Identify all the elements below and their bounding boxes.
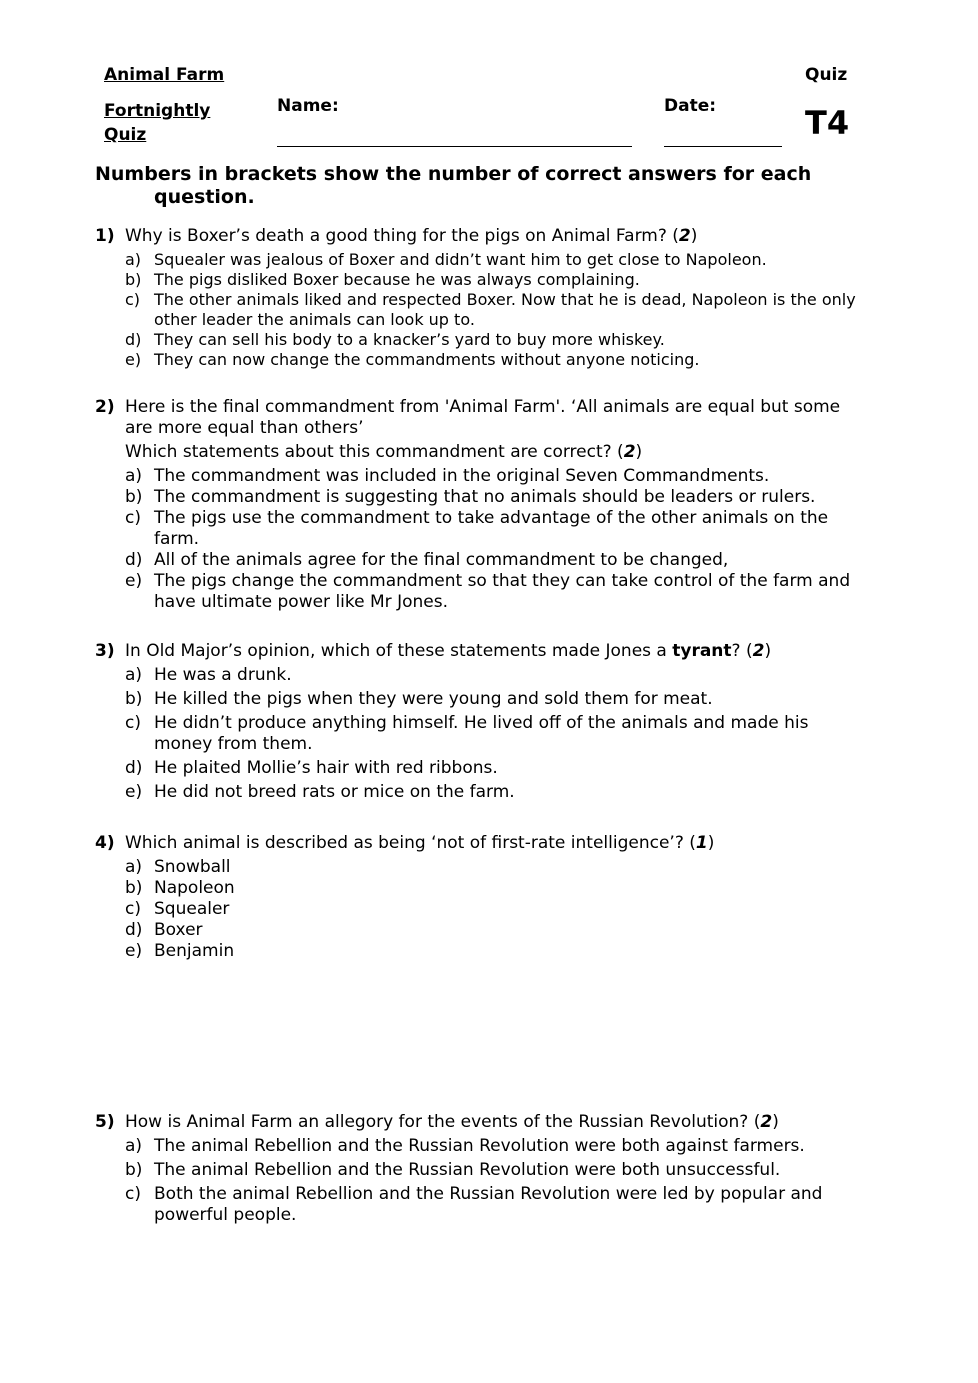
answer-count: 2 [752,641,765,661]
keyword: tyrant [672,641,732,661]
answer-count: 1 [695,833,708,853]
name-label: Name: [277,96,339,116]
instructions-line-1: Numbers in brackets show the number of correct answers for each [95,163,812,185]
quiz-code: T4 [805,104,850,142]
answer-count: 2 [760,1112,773,1132]
instructions-line-2: question. [154,186,255,208]
question-2 [95,397,865,613]
question-text: In Old Major’s opinion, which of these statements made Jones a tyrant? (2) [125,641,772,661]
option-item[interactable]: b) The pigs disliked Boxer because he was always complaining. [125,270,640,289]
answer-count: 2 [678,226,691,246]
question-number: 1) [95,226,115,246]
date-field-line[interactable] [664,146,782,147]
option-item[interactable]: b) The animal Rebellion and the Russian Revolution were both unsuccessful. [125,1160,781,1180]
question-1 [95,226,865,370]
options-list [95,1136,865,1226]
question-number: 3) [95,641,115,661]
quiz-label: Quiz [805,65,848,85]
question-number: 5) [95,1112,115,1132]
option-item[interactable]: e) Benjamin [125,941,235,961]
question-text: Which animal is described as being ‘not of first-rate intelligence’? (1) [125,833,715,853]
question-number: 2) [95,397,115,417]
question-number: 4) [95,833,115,853]
option-item[interactable]: e) He did not breed rats or mice on the farm. [125,782,515,802]
instructions [95,163,875,209]
question-subtext: Which statements about this commandment are correct? (2) [125,442,643,462]
option-item[interactable]: b) Napoleon [125,878,235,898]
worksheet-title: Animal Farm [104,65,225,85]
option-item[interactable]: d) All of the animals agree for the final commandment to be changed, [125,550,729,570]
question-text: Why is Boxer’s death a good thing for the pigs on Animal Farm? (2) [125,226,698,246]
option-item[interactable]: a) The animal Rebellion and the Russian Revolution were both against farmers. [125,1136,805,1156]
date-label: Date: [664,96,717,116]
options-list [95,665,865,803]
options-list [95,466,865,613]
option-item[interactable]: b) He killed the pigs when they were young and sold them for meat. [125,689,713,709]
option-item[interactable]: c) Squealer [125,899,230,919]
question-4 [95,833,865,962]
name-field-line[interactable] [277,146,632,147]
answer-count: 2 [623,442,636,462]
option-item[interactable]: a) Squealer was jealous of Boxer and didn’t want him to get close to Napoleon. [125,250,767,269]
option-item[interactable]: c) The other animals liked and respected Boxer. Now that he is dead, Napoleon is the only other leader the animals can look up to. [125,290,856,329]
option-item[interactable]: a) Snowball [125,857,231,877]
question-5 [95,1112,865,1229]
option-item[interactable]: e) The pigs change the commandment so that they can take control of the farm and have ultimate power like Mr Jones. [125,571,851,612]
option-item[interactable]: c) The pigs use the commandment to take advantage of the other animals on the farm. [125,508,829,549]
option-item[interactable]: d) Boxer [125,920,203,940]
option-item[interactable]: d) He plaited Mollie’s hair with red ribbons. [125,758,498,778]
option-item[interactable]: a) He was a drunk. [125,665,292,685]
worksheet-subtitle: Fortnightly Quiz [104,101,211,145]
option-item[interactable]: a) The commandment was included in the original Seven Commandments. [125,466,770,486]
question-3 [95,641,865,806]
option-item[interactable]: b) The commandment is suggesting that no animals should be leaders or rulers. [125,487,816,507]
option-item[interactable]: d) They can sell his body to a knacker’s yard to buy more whiskey. [125,330,665,349]
options-list [95,250,865,370]
option-item[interactable]: c) He didn’t produce anything himself. He lived off of the animals and made his money from them. [125,713,809,754]
question-text: How is Animal Farm an allegory for the events of the Russian Revolution? (2) [125,1112,779,1132]
options-list [95,857,865,962]
question-text: Here is the final commandment from 'Animal Farm'. ‘All animals are equal but some are more equal than others’ [125,397,841,438]
option-item[interactable]: e) They can now change the commandments without anyone noticing. [125,350,700,369]
option-item[interactable]: c) Both the animal Rebellion and the Russian Revolution were led by popular and powerful people. [125,1184,823,1225]
